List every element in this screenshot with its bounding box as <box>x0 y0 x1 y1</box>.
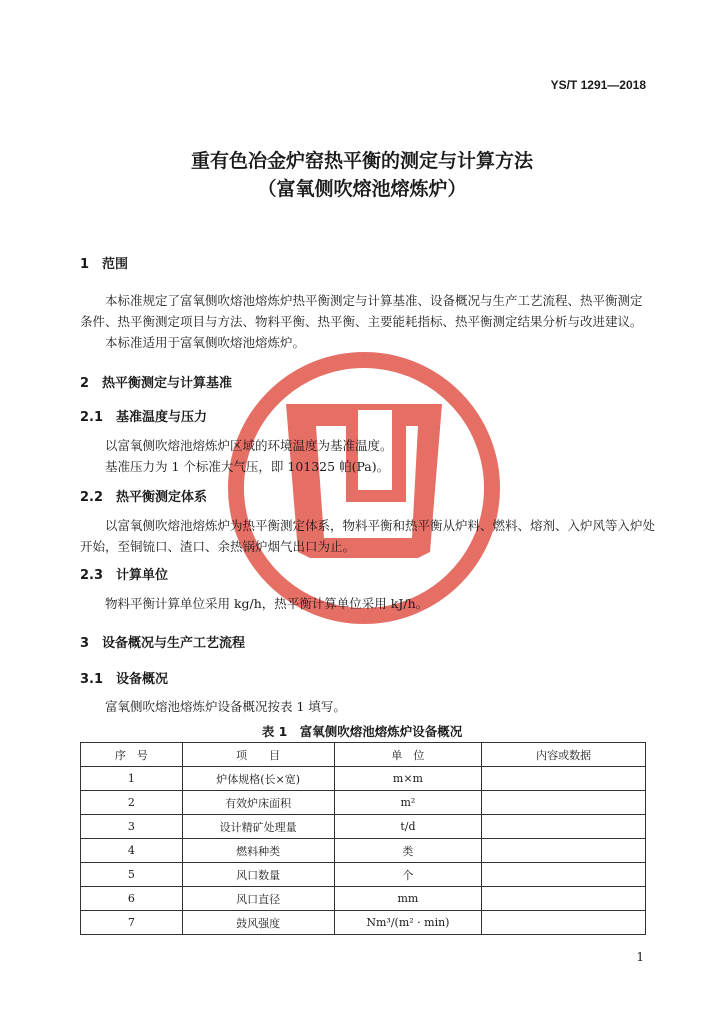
section-2-1-heading: 2.1 基准温度与压力 <box>80 410 208 425</box>
header-value: 内容或数据 <box>482 743 646 767</box>
cell-index: 5 <box>81 863 183 887</box>
section-2-3-heading: 2.3 计算单位 <box>80 568 169 583</box>
title-line-2: （富氧侧吹熔池熔炼炉） <box>257 178 467 200</box>
table-row <box>81 791 646 815</box>
section-2-2-para-1a: 以富氧侧吹熔池熔炼炉为热平衡测定体系，物料平衡和热平衡从炉料、燃料、熔剂、入炉风等入炉处 <box>105 518 656 533</box>
cell-item: 风口直径 <box>182 887 334 911</box>
cell-value <box>482 887 646 911</box>
table-row <box>81 839 646 863</box>
cell-unit: m² <box>334 791 482 815</box>
header-item: 项 目 <box>182 743 334 767</box>
section-1-heading: 1 范围 <box>80 257 129 272</box>
cell-index: 1 <box>81 767 183 791</box>
cell-value <box>482 791 646 815</box>
section-3-heading: 3 设备概况与生产工艺流程 <box>80 636 246 651</box>
section-1-para-1b: 条件、热平衡测定项目与方法、物料平衡、热平衡、主要能耗指标、热平衡测定结果分析与改进建议。 <box>80 314 643 329</box>
cell-unit: 个 <box>334 863 482 887</box>
table-row <box>81 887 646 911</box>
section-2-2-para-1b: 开始，至铜锍口、渣口、余热锅炉烟气出口为止。 <box>80 539 356 554</box>
table-row <box>81 815 646 839</box>
cell-value <box>482 815 646 839</box>
section-2-heading: 2 热平衡测定与计算基准 <box>80 376 233 391</box>
cell-unit: 类 <box>334 839 482 863</box>
cell-unit: m×m <box>334 767 482 791</box>
section-2-1-para-1: 以富氧侧吹熔池熔炼炉区域的环境温度为基准温度。 <box>105 438 393 453</box>
cell-unit: Nm³/(m² · min) <box>334 911 482 935</box>
table-1-caption: 表 1 富氧侧吹熔池熔炼炉设备概况 <box>261 724 463 739</box>
section-3-1-para-1: 富氧侧吹熔池熔炼炉设备概况按表 1 填写。 <box>105 699 346 714</box>
standard-code: YS/T 1291—2018 <box>550 78 646 92</box>
cell-value <box>482 863 646 887</box>
section-2-3-para-1: 物料平衡计算单位采用 kg/h，热平衡计算单位采用 kJ/h。 <box>105 596 429 611</box>
section-2-2-heading: 2.2 热平衡测定体系 <box>80 490 208 505</box>
section-1-para-2: 本标准适用于富氧侧吹熔池熔炼炉。 <box>105 335 306 350</box>
section-2-1-para-2: 基准压力为 1 个标准大气压，即 101325 帕(Pa)。 <box>105 459 390 474</box>
cell-index: 2 <box>81 791 183 815</box>
cell-item: 风口数量 <box>182 863 334 887</box>
table-row <box>81 863 646 887</box>
cell-item: 有效炉床面积 <box>182 791 334 815</box>
table-1 <box>80 742 646 935</box>
header-index: 序 号 <box>81 743 183 767</box>
cell-unit: mm <box>334 887 482 911</box>
cell-index: 7 <box>81 911 183 935</box>
cell-index: 4 <box>81 839 183 863</box>
cell-item: 设计精矿处理量 <box>182 815 334 839</box>
table-row <box>81 767 646 791</box>
section-1-para-1a: 本标准规定了富氧侧吹熔池熔炼炉热平衡测定与计算基准、设备概况与生产工艺流程、热平衡测定 <box>105 293 643 308</box>
page-number: 1 <box>636 950 644 964</box>
cell-value <box>482 839 646 863</box>
cell-item: 燃料种类 <box>182 839 334 863</box>
cell-unit: t/d <box>334 815 482 839</box>
watermark-logo <box>228 352 500 624</box>
cell-index: 3 <box>81 815 183 839</box>
cell-value <box>482 767 646 791</box>
table-header-row <box>81 743 646 767</box>
header-unit: 单 位 <box>334 743 482 767</box>
table-row <box>81 911 646 935</box>
cell-value <box>482 911 646 935</box>
title-line-1: 重有色冶金炉窑热平衡的测定与计算方法 <box>190 150 533 172</box>
cell-item: 炉体规格(长×宽) <box>182 767 334 791</box>
cell-item: 鼓风强度 <box>182 911 334 935</box>
cell-index: 6 <box>81 887 183 911</box>
section-3-1-heading: 3.1 设备概况 <box>80 672 169 687</box>
